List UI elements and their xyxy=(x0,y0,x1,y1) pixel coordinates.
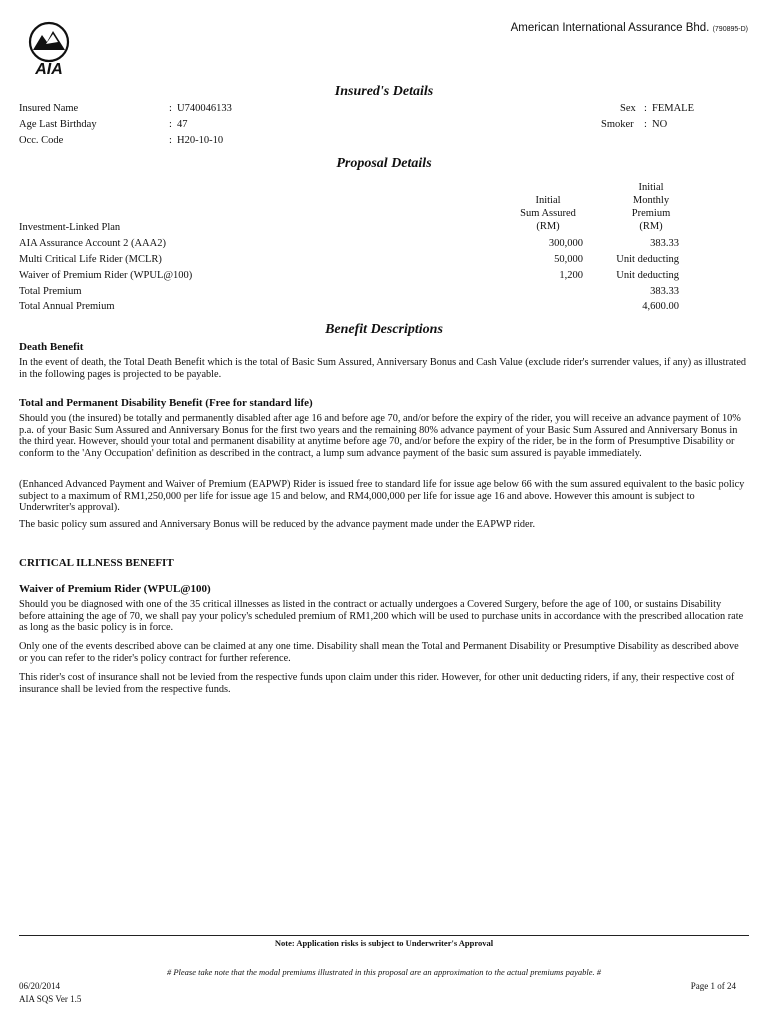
header-line: Monthly xyxy=(632,195,670,206)
table-row-premium: 383.33 xyxy=(650,238,679,249)
aia-logo xyxy=(18,20,80,76)
footer-page-number: Page 1 of 24 xyxy=(690,981,736,991)
tpd-heading: Total and Permanent Disability Benefit (Free for standard life) xyxy=(19,397,313,409)
table-row-premium: Unit deducting xyxy=(616,254,679,265)
waiver-text: Should you be diagnosed with one of the 35 critical illnesses as listed in the contract or actually undergoes a Covered Surgery, before the age of 100, or sustains Disability before attaining the age of 70, we shall pay your policy's scheduled premium of RM1,200 which will be used to purchase units in accordance with the prescribed allocation rate as long as the basic policy is in force. xyxy=(19,599,744,634)
header-line: Initial xyxy=(535,195,561,206)
logo-text: AIA xyxy=(35,61,63,76)
tpd-reduction-text: The basic policy sum assured and Anniversary Bonus will be reduced by the advance payment made under the EAPWP rider. xyxy=(19,519,536,530)
total-annual-premium-value: 4,600.00 xyxy=(642,301,679,312)
footer-version: AIA SQS Ver 1.5 xyxy=(19,994,82,1004)
total-premium-value: 383.33 xyxy=(650,286,679,297)
benefit-descriptions-title: Benefit Descriptions xyxy=(325,322,443,337)
death-benefit-heading: Death Benefit xyxy=(19,341,84,353)
death-benefit-text: In the event of death, the Total Death Benefit which is the total of Basic Sum Assured, Anniversary Bonus and Cash Value (exclude rider's surrender values, if any) as illustrated in the following pages is projected to be payable. xyxy=(19,357,747,380)
separator: : xyxy=(644,103,647,114)
table-row-sum: 1,200 xyxy=(559,270,583,281)
age-label: Age Last Birthday xyxy=(19,119,97,130)
waiver-cost-text: This rider's cost of insurance shall not be levied from the respective funds upon claim under this rider. However, for other unit deducting riders, if any, their respective cost of insurance shall be levied from the respective funds. xyxy=(19,672,735,695)
critical-illness-heading: CRITICAL ILLNESS BENEFIT xyxy=(19,557,174,569)
total-annual-premium-label: Total Annual Premium xyxy=(19,301,115,312)
table-row-premium: Unit deducting xyxy=(616,270,679,281)
footer-date: 06/20/2014 xyxy=(19,981,61,991)
total-premium-label: Total Premium xyxy=(19,286,82,297)
header-line: Premium xyxy=(631,208,671,219)
table-row-sum: 300,000 xyxy=(548,238,583,249)
footer-divider xyxy=(19,935,749,936)
plan-label: Investment-Linked Plan xyxy=(19,222,121,233)
header-line: Sum Assured xyxy=(520,208,576,219)
table-row-sum: 50,000 xyxy=(554,254,583,265)
tpd-eapwp-text: (Enhanced Advanced Payment and Waiver of Premium (EAPWP) Rider is issued free to standard life for issue age below 66 with the sum assured equivalent to the basic policy subject to a maximum of RM1,250,000 per life for issue age 15 and below, and RM4,000,000 per life for issue age 16 and above. However this amount is subject to Underwriter's approval). xyxy=(19,479,745,514)
footer-note: Note: Application risks is subject to Underwriter's Approval xyxy=(274,938,494,948)
insured-name-label: Insured Name xyxy=(19,103,79,114)
smoker-label: Smoker xyxy=(601,119,634,130)
table-row-label: Multi Critical Life Rider (MCLR) xyxy=(19,254,162,265)
waiver-claim-text: Only one of the events described above can be claimed at any one time. Disability shall mean the Total and Permanent Disability or Presumptive Disability as described above or you can refer to the rider's policy contract for further reference. xyxy=(19,641,739,664)
tpd-text: Should you (the insured) be totally and permanently disabled after age 16 and before age 70, and/or before the expiry of the rider, you will receive an advance payment of 10% p.a. of your Basic Sum Assured and Anniversary Bonus for the first two years and the remaining 80% advance payment of your Basic Sum Assured and Anniversary Bonus in the third year. However, should your total and permanent disability at anytime before age 70, and/or before the expiry of the rider, be in the form of Presumptive Disability or conform to the 'Any Occupation' definition as described in the contract, a lump sum advance payment of the basic sum assured is payable immediately. xyxy=(19,413,741,459)
company-header xyxy=(511,22,748,34)
company-name: American International Assurance Bhd. xyxy=(510,22,710,34)
table-row-label: AIA Assurance Account 2 (AAA2) xyxy=(19,238,166,249)
proposal-details-title: Proposal Details xyxy=(336,156,432,171)
header-line: (RM) xyxy=(536,221,560,232)
separator: : xyxy=(169,135,172,146)
table-row-label: Waiver of Premium Rider (WPUL@100) xyxy=(19,270,193,281)
waiver-heading: Waiver of Premium Rider (WPUL@100) xyxy=(19,583,211,595)
footer-disclaimer: # Please take note that the modal premiums illustrated in this proposal are an approximation to the actual premiums payable. # xyxy=(166,967,601,977)
company-reg: (790895-D) xyxy=(712,26,748,33)
sex-value: FEMALE xyxy=(652,103,694,114)
smoker-value: NO xyxy=(652,119,668,130)
monthly-premium-header xyxy=(616,181,686,233)
separator: : xyxy=(169,103,172,114)
separator: : xyxy=(644,119,647,130)
sex-label: Sex xyxy=(620,103,636,114)
header-line: Initial xyxy=(638,182,664,193)
insured-name-value: U740046133 xyxy=(177,103,232,114)
separator: : xyxy=(169,119,172,130)
age-value: 47 xyxy=(177,119,188,130)
occ-label: Occ. Code xyxy=(19,135,64,146)
occ-value: H20-10-10 xyxy=(177,135,224,146)
sum-assured-header xyxy=(508,194,588,233)
header-line: (RM) xyxy=(639,221,663,232)
insured-details-title: Insured's Details xyxy=(334,84,434,99)
